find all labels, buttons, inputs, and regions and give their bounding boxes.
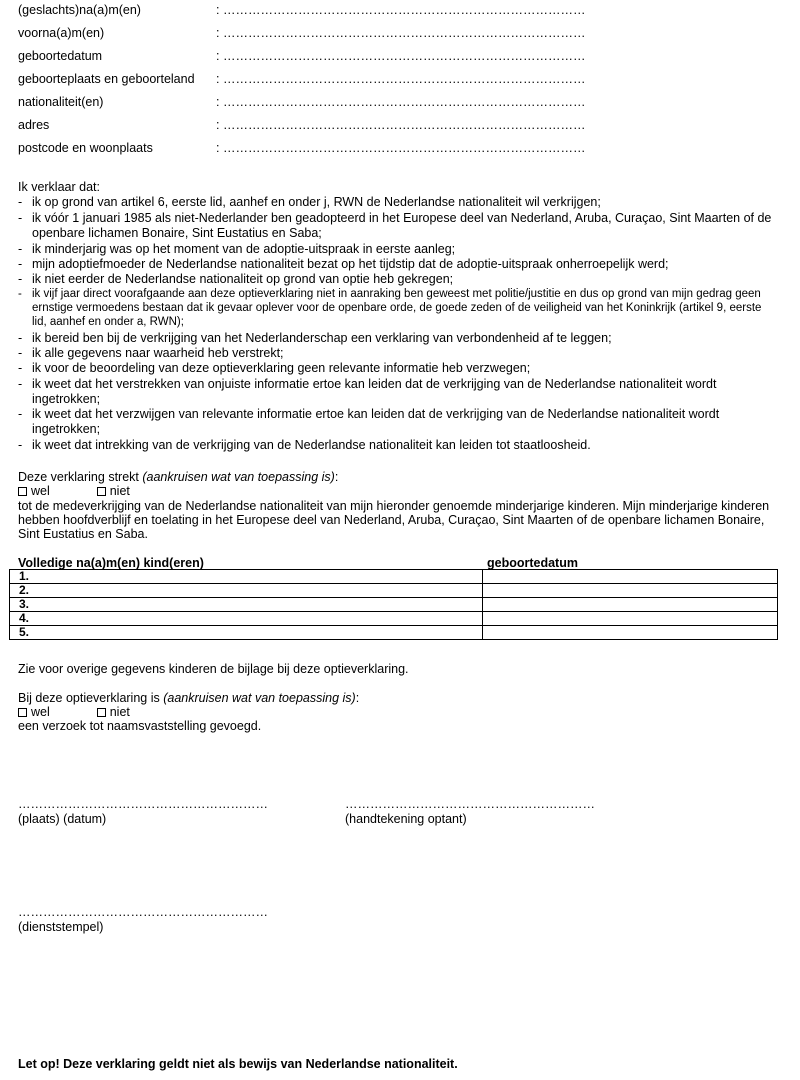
field-line-address[interactable]: : …………………………………………………………………………… — [216, 118, 586, 132]
children-header-name: Volledige na(a)m(en) kind(eren) — [18, 556, 204, 570]
children-table — [9, 569, 778, 640]
declaration-item: - mijn adoptiefmoeder de Nederlandse nationaliteit bezat op het tijdstip dat de adoptie-uitspraak onherroepelijk werd; — [18, 257, 669, 271]
declaration-item: - ik alle gegevens naar waarheid heb verstrekt; — [18, 346, 284, 360]
child-date-cell[interactable] — [483, 612, 778, 626]
extension-intro: Deze verklaring strekt (aankruisen wat van toepassing is): — [18, 470, 339, 484]
child-date-cell[interactable] — [483, 570, 778, 584]
table-row — [10, 584, 778, 598]
name-request-checkbox-no[interactable]: niet — [97, 705, 130, 719]
child-name-cell[interactable]: 4. — [10, 612, 483, 626]
name-request-options — [18, 705, 130, 719]
child-date-cell[interactable] — [483, 598, 778, 612]
extension-text: tot de medeverkrijging van de Nederlandse nationaliteit van mijn hieronder genoemde minderjarige kinderen. Mijn minderjarige kinderen hebben hoofdverblijf en toelating in het Europese deel van Nederland, Aruba, Curaçao, Sint Maarten of de openbare lichamen Bonaire, Sint Eustatius en Saba. — [18, 499, 770, 541]
name-request-checkbox-yes[interactable]: wel — [18, 705, 50, 719]
field-label-birth-date: geboortedatum — [18, 49, 103, 63]
field-label-first-names: voorna(a)m(en) — [18, 26, 105, 40]
declaration-item: - ik voor de beoordeling van deze optieverklaring geen relevante informatie heb verzwegen; — [18, 361, 531, 375]
declaration-item: - ik vijf jaar direct voorafgaande aan deze optieverklaring niet in aanraking ben geweest met politie/justitie en dus op grond van mijn gedrag geen ernstige vermoedens bestaan dat ik gevaar oplever voor de openbare orde, de goede zeden of de veiligheid van het Koninkrijk (artikel 9, eerste lid, aanhef en onder a, RWN); — [18, 288, 762, 328]
table-row — [10, 570, 778, 584]
field-line-nationality[interactable]: : …………………………………………………………………………… — [216, 95, 586, 109]
declaration-item: - ik weet dat het verstrekken van onjuiste informatie ertoe kan leiden dat de verkrijging van de Nederlandse nationaliteit wordt ingetrokken; — [18, 377, 717, 406]
child-name-cell[interactable]: 1. — [10, 570, 483, 584]
field-label-surname: (geslachts)na(a)m(en) — [18, 3, 141, 17]
checkbox-icon — [97, 708, 106, 717]
declaration-item: - ik weet dat intrekking van de verkrijging van de Nederlandse nationaliteit kan leiden tot staatloosheid. — [18, 438, 591, 452]
table-row — [10, 626, 778, 640]
field-line-first-names[interactable]: : …………………………………………………………………………… — [216, 26, 586, 40]
field-line-surname[interactable]: : …………………………………………………………………………… — [216, 3, 586, 17]
child-date-cell[interactable] — [483, 626, 778, 640]
child-name-cell[interactable]: 5. — [10, 626, 483, 640]
declaration-item: - ik weet dat het verzwijgen van relevante informatie ertoe kan leiden dat de verkrijging van de Nederlandse nationaliteit wordt ingetrokken; — [18, 407, 720, 436]
appendix-note: Zie voor overige gegevens kinderen de bijlage bij deze optieverklaring. — [18, 662, 409, 676]
table-row — [10, 598, 778, 612]
table-row — [10, 612, 778, 626]
declaration-item: - ik vóór 1 januari 1985 als niet-Nederlander ben geadopteerd in het Europese deel van Nederland, Aruba, Curaçao, Sint Maarten of de openbare lichamen Bonaire, Sint Eustatius en Saba; — [18, 211, 772, 240]
signature-line[interactable]: …………………………………………………… — [345, 797, 595, 811]
field-line-birth-date[interactable]: : …………………………………………………………………………… — [216, 49, 586, 63]
place-date-label: (plaats) (datum) — [18, 812, 107, 826]
child-name-cell[interactable]: 2. — [10, 584, 483, 598]
declaration-item: - ik minderjarig was op het moment van de adoptie-uitspraak in eerste aanleg; — [18, 242, 456, 256]
stamp-label: (dienststempel) — [18, 920, 104, 934]
checkbox-icon — [97, 487, 106, 496]
field-label-address: adres — [18, 118, 50, 132]
declaration-item: - ik bereid ben bij de verkrijging van het Nederlanderschap een verklaring van verbondenheid af te leggen; — [18, 331, 612, 345]
child-name-cell[interactable]: 3. — [10, 598, 483, 612]
checkbox-icon — [18, 708, 27, 717]
child-date-cell[interactable] — [483, 584, 778, 598]
field-label-nationality: nationaliteit(en) — [18, 95, 104, 109]
children-header-date: geboortedatum — [487, 556, 578, 570]
field-label-birth-place: geboorteplaats en geboorteland — [18, 72, 195, 86]
name-request-intro: Bij deze optieverklaring is (aankruisen wat van toepassing is): — [18, 691, 360, 705]
notice-text: Let op! Deze verklaring geldt niet als bewijs van Nederlandse nationaliteit. — [18, 1057, 458, 1071]
stamp-line[interactable]: …………………………………………………… — [18, 905, 268, 919]
signature-label: (handtekening optant) — [345, 812, 467, 826]
extension-options — [18, 484, 130, 498]
name-request-text: een verzoek tot naamsvaststelling gevoegd. — [18, 719, 262, 733]
checkbox-icon — [18, 487, 27, 496]
extension-checkbox-yes[interactable]: wel — [18, 484, 50, 498]
declaration-item: - ik niet eerder de Nederlandse nationaliteit op grond van optie heb gekregen; — [18, 272, 454, 286]
declaration-item: - ik op grond van artikel 6, eerste lid, aanhef en onder j, RWN de Nederlandse nationaliteit wil verkrijgen; — [18, 195, 601, 209]
field-line-birth-place[interactable]: : …………………………………………………………………………… — [216, 72, 586, 86]
declaration-intro: Ik verklaar dat: — [18, 180, 100, 194]
place-date-line[interactable]: …………………………………………………… — [18, 797, 268, 811]
field-line-postcode-city[interactable]: : …………………………………………………………………………… — [216, 141, 586, 155]
field-label-postcode-city: postcode en woonplaats — [18, 141, 153, 155]
extension-checkbox-no[interactable]: niet — [97, 484, 130, 498]
